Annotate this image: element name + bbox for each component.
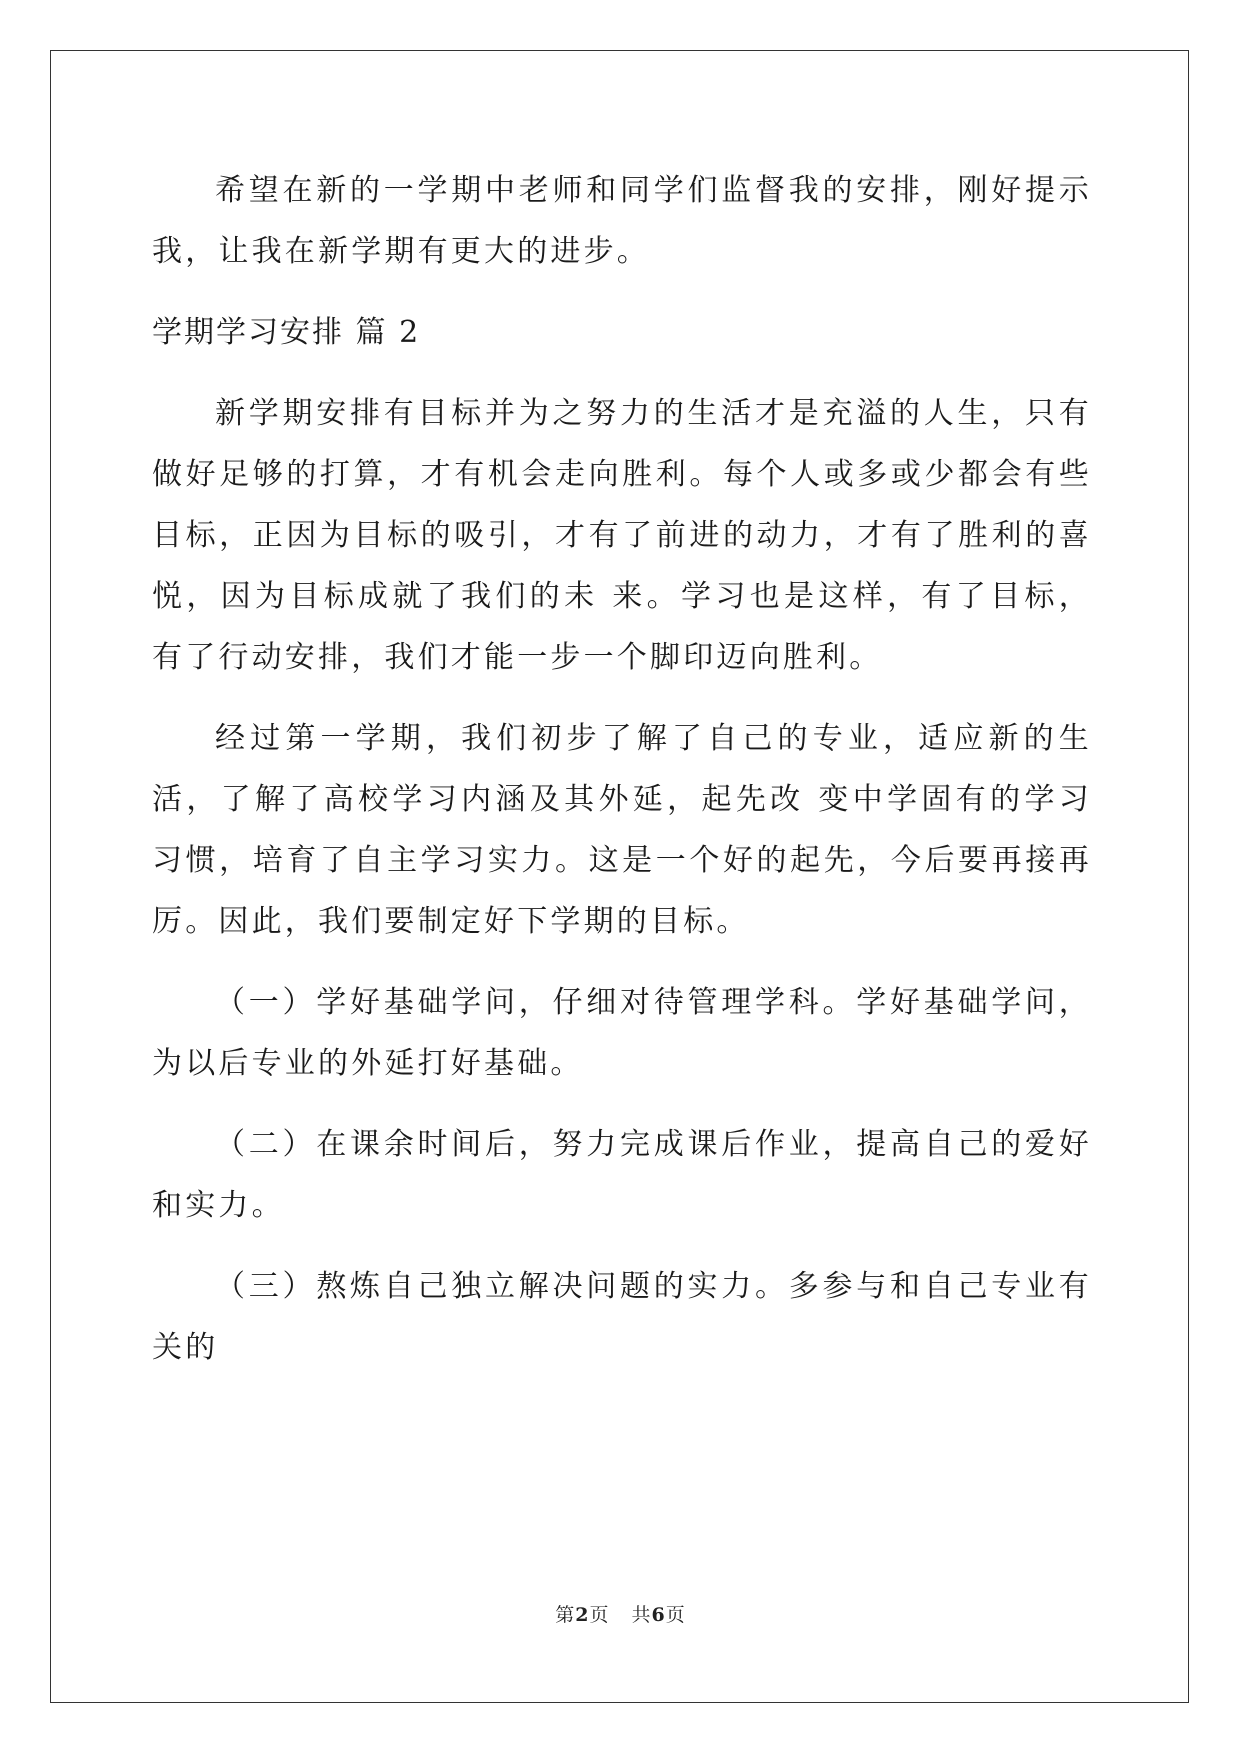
footer-page-suffix: 页 — [589, 1604, 610, 1626]
section-heading: 学期学习安排 篇 2 — [152, 315, 421, 350]
footer-total-pages: 6 — [651, 1604, 666, 1626]
footer-total-prefix: 共 — [631, 1604, 652, 1626]
paragraph-item-2: （二）在课余时间后，努力完成课后作业，提高自己的爱好和实力。 — [152, 1127, 1092, 1223]
footer-prefix: 第 — [555, 1604, 576, 1626]
paragraph-item-3: （三）熬炼自己独立解决问题的实力。多参与和自己专业有关的 — [152, 1269, 1092, 1365]
paragraph-intro: 希望在新的一学期中老师和同学们监督我的安排，刚好提示我，让我在新学期有更大的进步。 — [152, 173, 1092, 269]
page-footer — [0, 1600, 1241, 1627]
paragraph-first-semester: 经过第一学期，我们初步了解了自己的专业，适应新的生活，了解了高校学习内涵及其外延，起先改 变中学固有的学习习惯，培育了自主学习实力。这是一个好的起先，今后要再接再厉。因此，我们要制定好下学期的目标。 — [152, 721, 1092, 939]
paragraph-goal-intro: 新学期安排有目标并为之努力的生活才是充溢的人生，只有做好足够的打算，才有机会走向胜利。每个人或多或少都会有些目标，正因为目标的吸引，才有了前进的动力，才有了胜利的喜悦，因为目标成就了我们的未 来。学习也是这样，有了目标，有了行动安排，我们才能一步一个脚印迈向胜利。 — [152, 396, 1092, 675]
paragraph-item-1: （一）学好基础学问，仔细对待管理学科。学好基础学问，为以后专业的外延打好基础。 — [152, 985, 1092, 1081]
footer-current-page: 2 — [575, 1604, 590, 1626]
document-body — [152, 160, 1092, 1378]
footer-total-suffix: 页 — [665, 1604, 686, 1626]
